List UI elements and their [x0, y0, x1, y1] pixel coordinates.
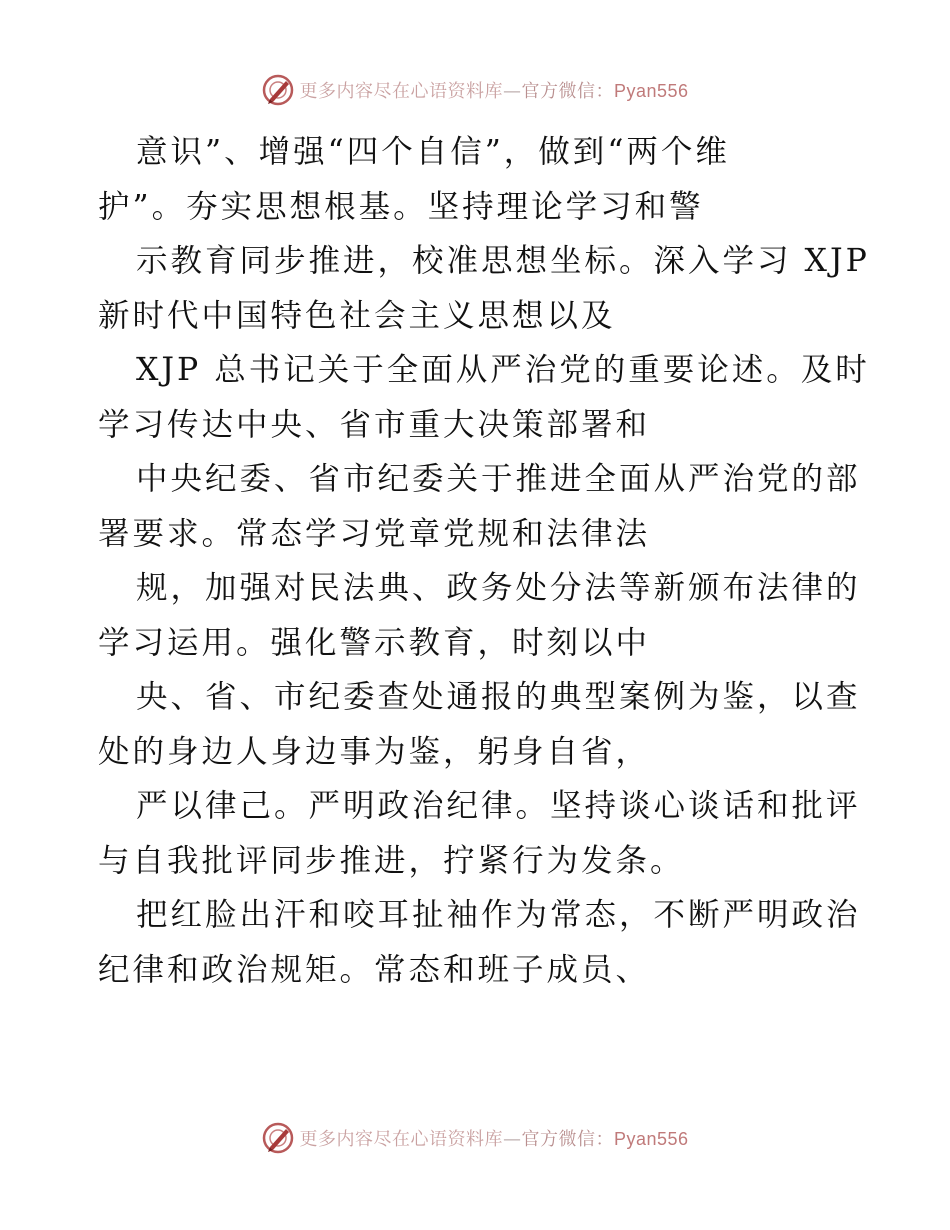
- banner-text: [299, 1125, 688, 1151]
- text-line: 中央纪委、省市纪委关于推进全面从严治党的部: [136, 461, 861, 497]
- banner-wechat-id: Pyan556: [613, 1129, 689, 1149]
- banner-wechat-id: Pyan556: [613, 81, 689, 101]
- pen-logo-icon: [261, 1121, 295, 1155]
- text-line: 护”。夯实思想根基。坚持理论学习和警: [98, 188, 704, 225]
- text-line: 严以律己。严明政治纪律。坚持谈心谈话和批评: [136, 788, 861, 824]
- document-body: [98, 125, 870, 997]
- banner-dash: —: [502, 1129, 522, 1150]
- text-line: 纪律和政治规矩。常态和班子成员、: [98, 951, 651, 988]
- text-line: 规，加强对民法典、政务处分法等新颁布法律的: [136, 570, 861, 606]
- text-line: XJP 总书记关于全面从严治党的重要论述。及时: [136, 352, 870, 388]
- banner-wechat-label: 官方微信：: [521, 1129, 614, 1150]
- text-line: 把红脸出汗和咬耳扯袖作为常态，不断严明政治: [136, 897, 861, 933]
- text-line: 与自我批评同步推进，拧紧行为发条。: [98, 842, 685, 879]
- footer-banner: [0, 1118, 950, 1158]
- text-line: 学习传达中央、省市重大决策部署和: [98, 406, 651, 443]
- text-line: 示教育同步推进，校准思想坐标。深入学习 XJP: [136, 243, 870, 279]
- banner-text: [299, 77, 688, 103]
- header-banner: [0, 70, 950, 110]
- banner-site-name: 更多内容尽在心语资料库: [299, 1129, 503, 1150]
- text-line: 处的身边人身边事为鉴，躬身自省，: [98, 733, 651, 770]
- banner-site-name: 更多内容尽在心语资料库: [299, 81, 503, 102]
- text-line: 新时代中国特色社会主义思想以及: [98, 297, 616, 334]
- text-line: 央、省、市纪委查处通报的典型案例为鉴，以查: [136, 679, 861, 715]
- text-line: 署要求。常态学习党章党规和法律法: [98, 515, 651, 552]
- banner-wechat-label: 官方微信：: [521, 81, 614, 102]
- banner-dash: —: [502, 81, 522, 102]
- text-line: 意识”、增强“四个自信”，做到“两个维: [136, 134, 730, 170]
- text-line: 学习运用。强化警示教育，时刻以中: [98, 624, 651, 661]
- pen-logo-icon: [261, 73, 295, 107]
